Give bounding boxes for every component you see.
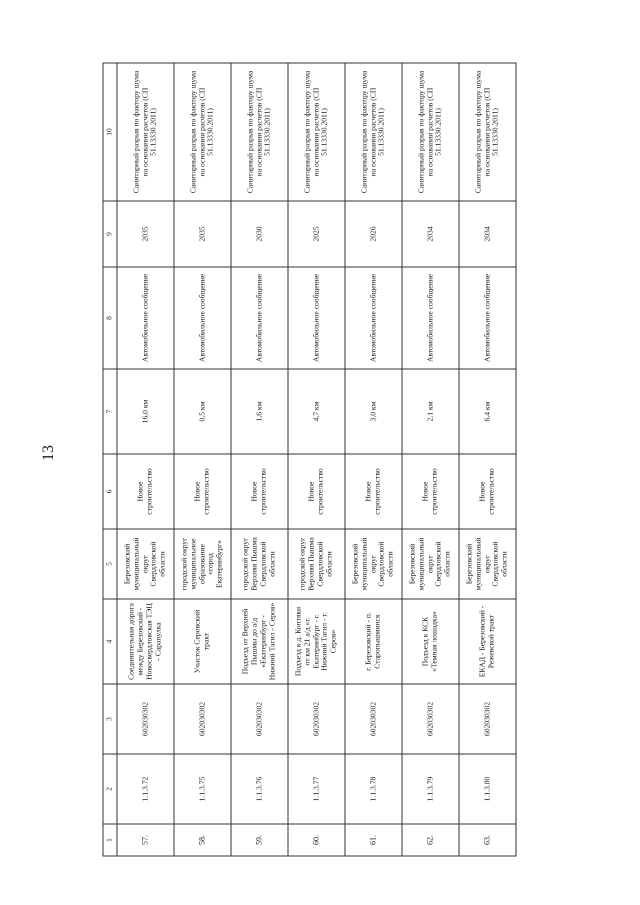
column-header: 1 [103,824,117,856]
object-purpose: Автомобильное сообщение [345,267,402,369]
oktmo-code: 602030302 [288,684,345,754]
table-row [345,63,402,856]
object-code: 1.1.3.79 [402,754,459,824]
object-location: Березовский муниципальный округ Свердловской области [459,529,516,599]
protection-zone: Санитарный разрыв по фактору шума на основании расчетов (СП 51.13330.2011) [231,63,288,201]
object-code: 1.1.3.72 [117,754,174,824]
object-name: Соединительная дорога между Березовский - Новосвердловская ТЭЦ - Сарапулка [117,599,174,684]
oktmo-code: 602030302 [231,684,288,754]
object-length: 1,6 км [231,369,288,454]
object-name: Подъезд к д. Коптяки от км 21 а/д «г. Екатеринбург - г. Нижний Тагил - г. Серов» [288,599,345,684]
object-purpose: Автомобильное сообщение [231,267,288,369]
object-name: г. Березовский - п. Старопышминск [345,599,402,684]
oktmo-code: 602030302 [345,684,402,754]
page-number: 13 [40,445,57,461]
row-number: 57. [117,824,174,856]
work-type: Новое строительство [117,454,174,529]
oktmo-code: 602030302 [459,684,516,754]
table-row [459,63,516,856]
column-number-row [103,63,117,856]
work-type: Новое строительство [459,454,516,529]
registry-table [103,63,517,857]
row-number: 63. [459,824,516,856]
table-row [231,63,288,856]
completion-year: 2030 [231,201,288,267]
column-header: 5 [103,529,117,599]
column-header: 4 [103,599,117,684]
object-purpose: Автомобильное сообщение [117,267,174,369]
object-location: городской округ муниципальное образование «город Екатеринбург» [174,529,231,599]
object-purpose: Автомобильное сообщение [402,267,459,369]
row-number: 59. [231,824,288,856]
object-purpose: Автомобильное сообщение [288,267,345,369]
column-header: 10 [103,63,117,201]
work-type: Новое строительство [174,454,231,529]
work-type: Новое строительство [288,454,345,529]
work-type: Новое строительство [402,454,459,529]
completion-year: 2034 [402,201,459,267]
protection-zone: Санитарный разрыв по фактору шума на основании расчетов (СП 51.13330.2011) [174,63,231,201]
object-location: Березовский муниципальный округ Свердловской области [117,529,174,599]
object-length: 2,1 км [402,369,459,454]
object-code: 1.1.3.77 [288,754,345,824]
column-header: 9 [103,201,117,267]
protection-zone: Санитарный разрыв по фактору шума на основании расчетов (СП 51.13330.2011) [402,63,459,201]
row-number: 60. [288,824,345,856]
completion-year: 2034 [459,201,516,267]
completion-year: 2025 [288,201,345,267]
object-name: Подъезд к КСК «Темная лошадка» [402,599,459,684]
object-code: 1.1.3.80 [459,754,516,824]
object-name: Участок Серовский тракт [174,599,231,684]
column-header: 8 [103,267,117,369]
object-location: городской округ Верхняя Пышма Свердловской области [231,529,288,599]
completion-year: 2035 [174,201,231,267]
object-length: 4,7 км [288,369,345,454]
object-length: 0,5 км [174,369,231,454]
object-code: 1.1.3.76 [231,754,288,824]
oktmo-code: 602030302 [402,684,459,754]
oktmo-code: 602030302 [117,684,174,754]
object-name: ЕКАД - Березовский - Режевской тракт [459,599,516,684]
table-row [174,63,231,856]
protection-zone: Санитарный разрыв по фактору шума на основании расчетов (СП 51.13330.2011) [288,63,345,201]
work-type: Новое строительство [345,454,402,529]
table-row [402,63,459,856]
protection-zone: Санитарный разрыв по фактору шума на основании расчетов (СП 51.13330.2011) [459,63,516,201]
object-length: 6,4 км [459,369,516,454]
row-number: 62. [402,824,459,856]
object-location: городской округ Верхняя Пышма Свердловской области [288,529,345,599]
object-length: 3,0 км [345,369,402,454]
object-code: 1.1.3.75 [174,754,231,824]
object-code: 1.1.3.78 [345,754,402,824]
object-location: Березовский муниципальный округ Свердловской области [345,529,402,599]
protection-zone: Санитарный разрыв по фактору шума на основании расчетов (СП 51.13330.2011) [117,63,174,201]
object-name: Подъезд от Верхней Пышмы до а/д «Екатеринбург - Нижний Тагил - Серов» [231,599,288,684]
column-header: 6 [103,454,117,529]
column-header: 7 [103,369,117,454]
completion-year: 2035 [117,201,174,267]
table-row [117,63,174,856]
oktmo-code: 602030302 [174,684,231,754]
table-frame [103,64,517,857]
object-location: Березовский муниципальный округ Свердловской области [402,529,459,599]
column-header: 2 [103,754,117,824]
completion-year: 2026 [345,201,402,267]
work-type: Новое строительство [231,454,288,529]
row-number: 61. [345,824,402,856]
object-length: 16,0 км [117,369,174,454]
protection-zone: Санитарный разрыв по фактору шума на основании расчетов (СП 51.13330.2011) [345,63,402,201]
column-header: 3 [103,684,117,754]
object-purpose: Автомобильное сообщение [174,267,231,369]
object-purpose: Автомобильное сообщение [459,267,516,369]
row-number: 58. [174,824,231,856]
table-row [288,63,345,856]
